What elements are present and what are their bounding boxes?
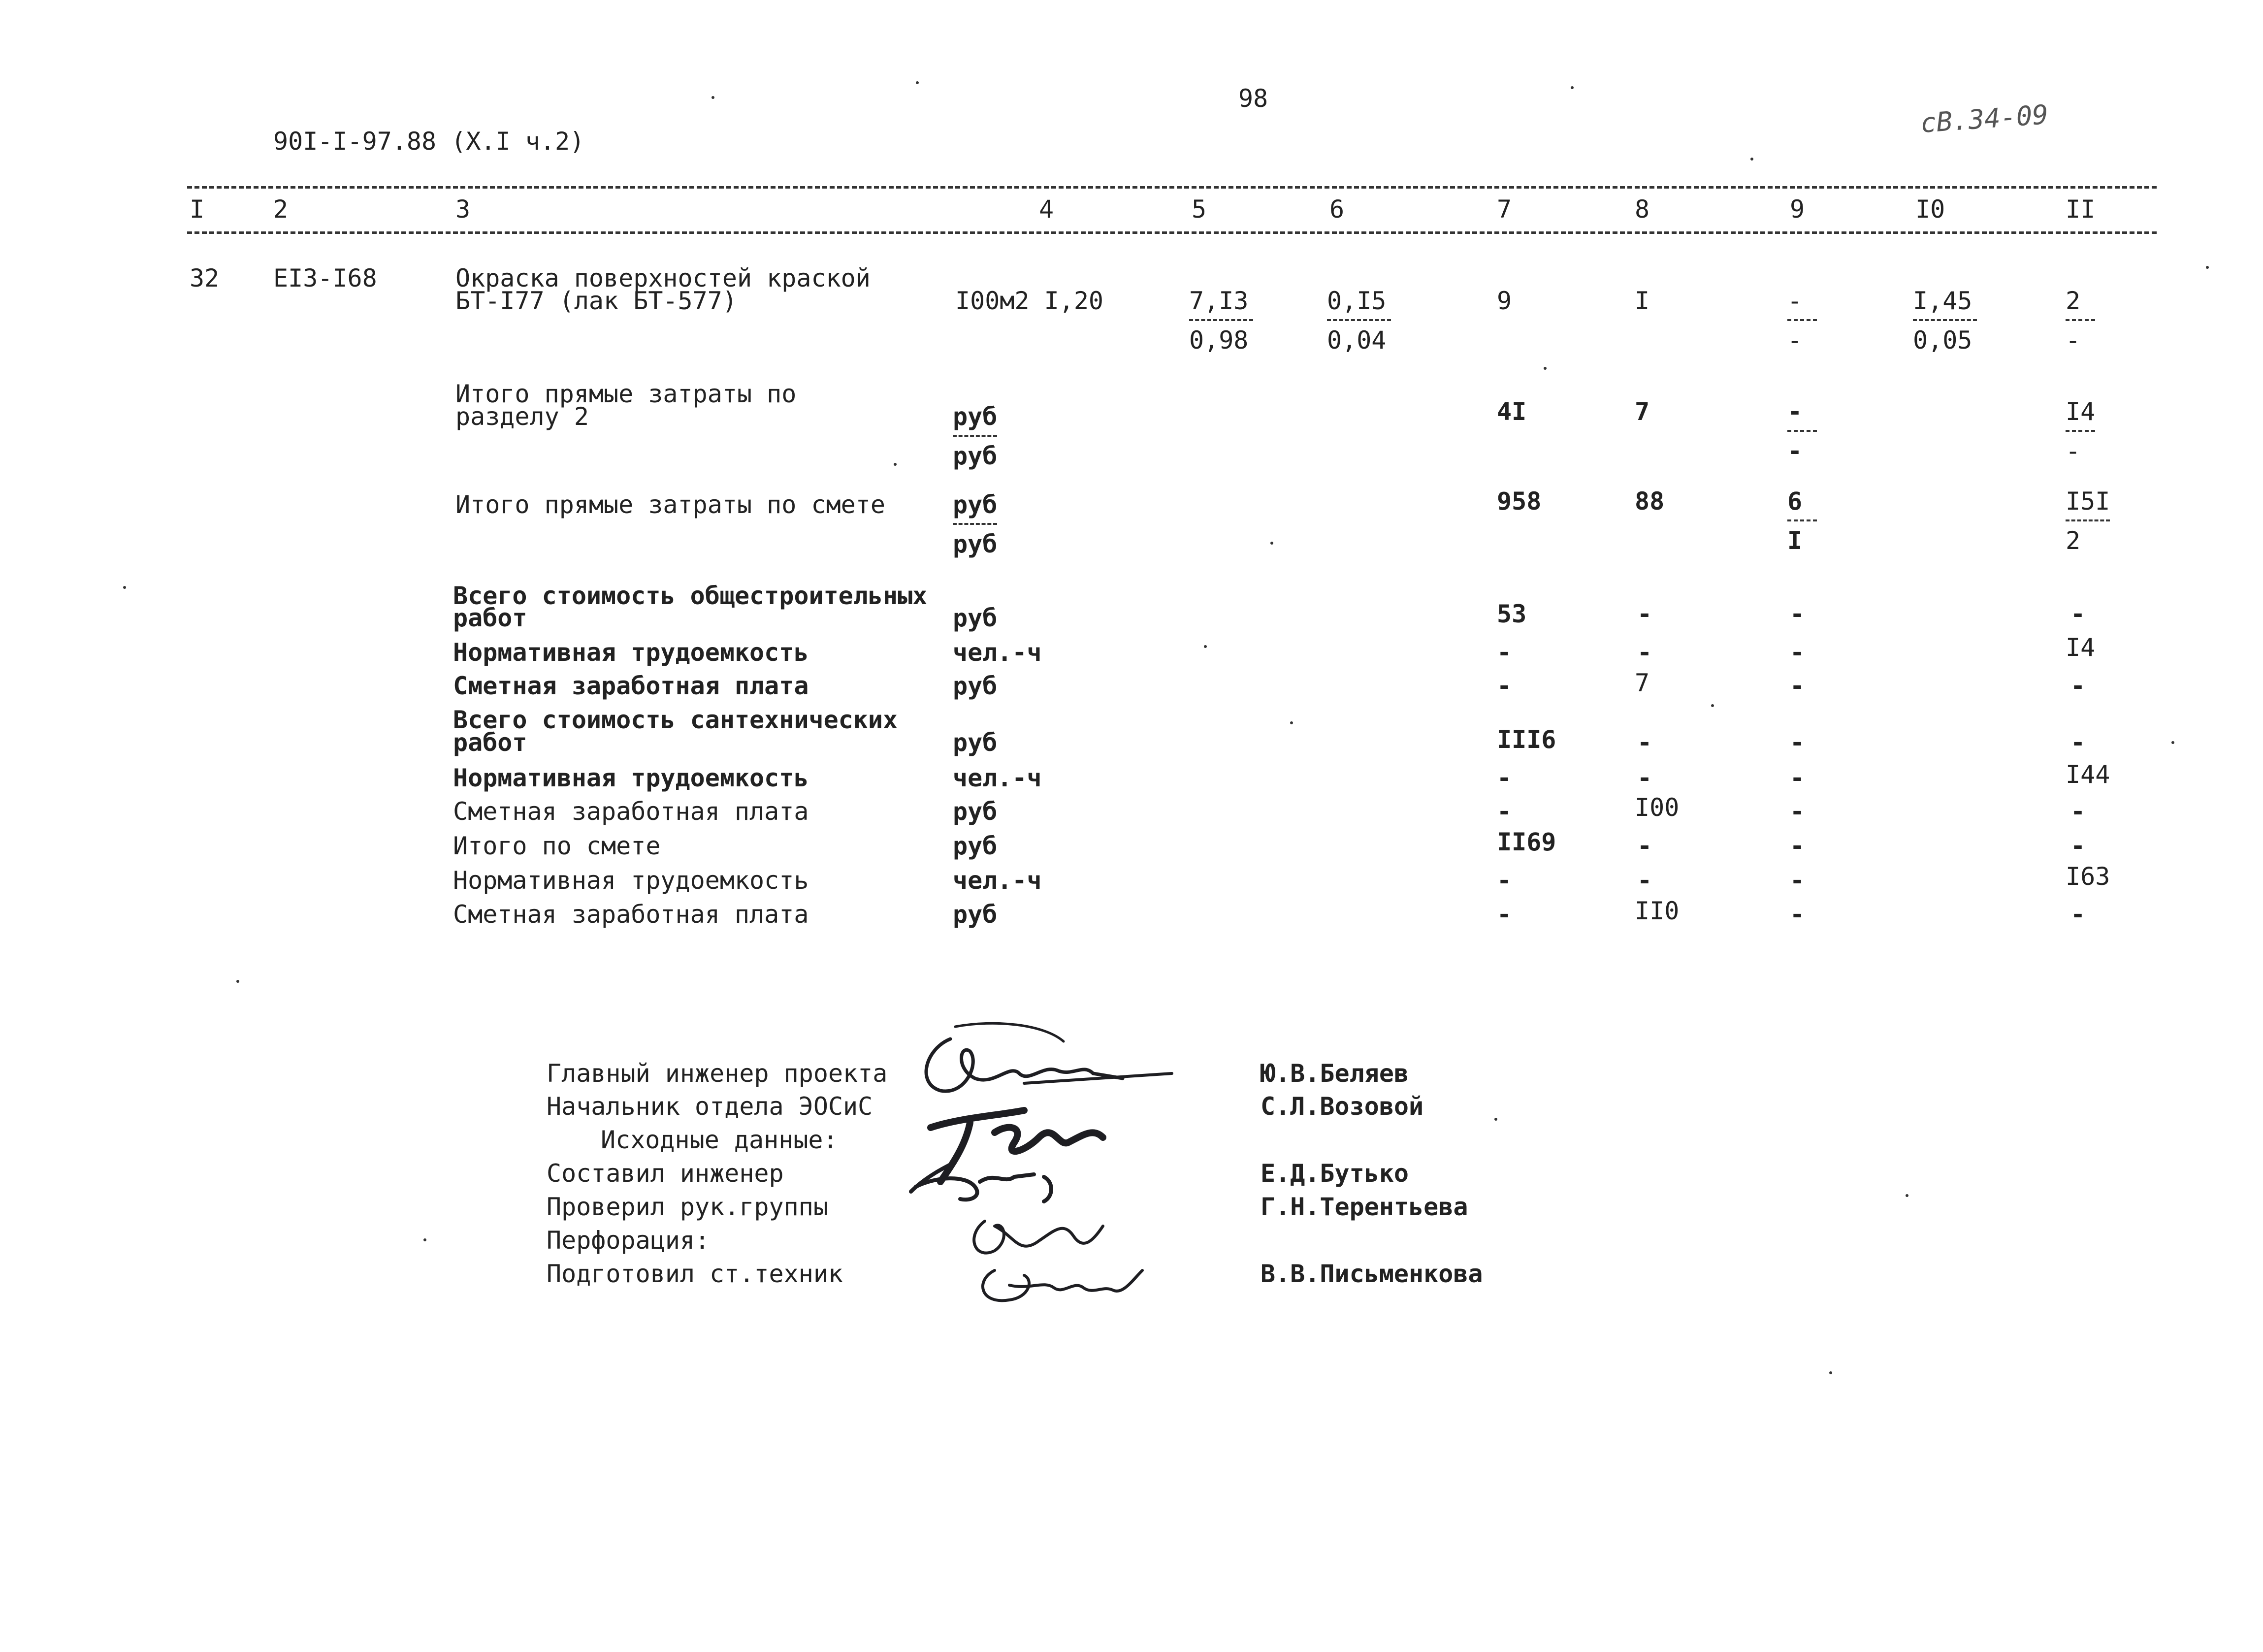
row-col5-fraction <box>1189 289 1253 353</box>
summary-col7: - <box>1497 672 1512 700</box>
summary-col9: - <box>1790 672 1805 700</box>
summary-label-line2: работ <box>453 604 527 632</box>
signature-chief-engineer <box>926 1023 1172 1091</box>
summary-unit: руб <box>953 672 998 700</box>
unit-top: руб <box>953 402 998 431</box>
scan-speck <box>1906 1194 1908 1197</box>
summary-col11: - <box>2070 728 2086 757</box>
signature-name: С.Л.Возовой <box>1261 1092 1424 1121</box>
summary-unit: руб <box>953 832 998 860</box>
scan-speck <box>894 463 897 466</box>
summary-col8: - <box>1637 832 1652 860</box>
summary-col9: - <box>1790 832 1805 860</box>
summary-col7: II69 <box>1497 828 1556 856</box>
column-header-7: 7 <box>1497 195 1512 224</box>
row-description-line2: БТ-I77 (лак БТ-577) <box>455 287 737 315</box>
subtotal-section-label-line2: разделу 2 <box>455 402 589 431</box>
column-header-1: I <box>190 195 205 224</box>
summary-col7: - <box>1497 866 1512 895</box>
row-number: 32 <box>190 264 220 292</box>
summary-unit: руб <box>953 728 998 757</box>
subtotal-section-col7: 4I <box>1497 397 1527 426</box>
summary-col9: - <box>1790 600 1805 628</box>
column-header-4: 4 <box>1039 195 1054 224</box>
summary-col11: - <box>2070 832 2086 860</box>
subtotal-estimate-col9 <box>1787 489 1817 553</box>
col9-top: - <box>1787 397 1803 426</box>
summary-col8: - <box>1637 600 1652 628</box>
scan-speck <box>423 1238 426 1241</box>
unit-top: руб <box>953 490 998 519</box>
signature-name: В.В.Письменкова <box>1261 1260 1483 1288</box>
subtotal-estimate-col7: 958 <box>1497 487 1542 516</box>
signature-group-lead <box>974 1221 1103 1253</box>
summary-label-line1: Всего стоимость сантехнических <box>453 706 898 734</box>
scan-speck <box>916 81 919 84</box>
summary-col9: - <box>1790 728 1805 757</box>
col11-top: I5I <box>2066 487 2110 516</box>
summary-unit: чел.-ч <box>953 866 1042 895</box>
unit-bottom: руб <box>953 530 998 558</box>
summary-col9: - <box>1790 764 1805 792</box>
summary-col7: 53 <box>1497 600 1527 628</box>
subtotal-section-col11 <box>2066 399 2095 463</box>
signature-section-label: Перфорация: <box>547 1226 710 1255</box>
summary-label-line1: Сметная заработная плата <box>453 672 809 700</box>
summary-col11: I44 <box>2066 760 2110 789</box>
summary-col11: - <box>2070 600 2086 628</box>
summary-col11: - <box>2070 672 2086 700</box>
summary-col7: - <box>1497 900 1512 929</box>
summary-col9: - <box>1790 638 1805 667</box>
column-header-11: II <box>2066 195 2096 224</box>
summary-col9: - <box>1790 866 1805 895</box>
col5-bottom: 0,98 <box>1189 326 1249 355</box>
summary-col7: - <box>1497 638 1512 667</box>
row-col11-fraction <box>2066 289 2095 353</box>
scan-speck <box>1571 86 1574 89</box>
row-col10-fraction <box>1913 289 1977 353</box>
signature-name: Г.Н.Терентьева <box>1261 1193 1468 1221</box>
scan-speck <box>1204 645 1207 648</box>
subtotal-estimate-col8: 88 <box>1635 487 1665 516</box>
row-col7: 9 <box>1497 287 1512 315</box>
scan-speck <box>236 980 239 983</box>
summary-unit: чел.-ч <box>953 638 1042 667</box>
col10-bottom: 0,05 <box>1913 326 1972 355</box>
column-header-9: 9 <box>1790 195 1805 224</box>
scan-speck <box>1829 1371 1832 1374</box>
col9-top: 6 <box>1787 487 1803 516</box>
scan-speck <box>1290 721 1293 724</box>
scan-speck <box>1750 158 1753 161</box>
signature-technician <box>983 1270 1142 1300</box>
handwritten-mark: сВ.З4-09 <box>1919 99 2049 139</box>
summary-unit: руб <box>953 900 998 929</box>
scan-speck <box>1544 367 1547 370</box>
scan-speck <box>1494 1118 1497 1121</box>
summary-col9: - <box>1790 797 1805 826</box>
summary-col11: I63 <box>2066 862 2110 891</box>
row-col9-fraction <box>1787 289 1817 353</box>
signature-compiler <box>911 1162 1051 1201</box>
col11-bottom: - <box>2066 437 2081 465</box>
page-number: 98 <box>1238 84 1268 113</box>
column-header-6: 6 <box>1329 195 1345 224</box>
summary-unit: руб <box>953 797 998 826</box>
signature-name: Ю.В.Беляев <box>1261 1059 1409 1088</box>
summary-col8: - <box>1637 728 1652 757</box>
signature-role: Проверил рук.группы <box>547 1193 828 1221</box>
col9-bottom: - <box>1787 326 1803 355</box>
summary-unit: чел.-ч <box>953 764 1042 792</box>
col10-top: I,45 <box>1913 287 1972 315</box>
col11-top: 2 <box>2066 287 2081 315</box>
summary-col8: - <box>1637 638 1652 667</box>
summary-col7: III6 <box>1497 725 1556 754</box>
col6-bottom: 0,04 <box>1327 326 1387 355</box>
scan-speck <box>1711 704 1714 707</box>
summary-col7: - <box>1497 797 1512 826</box>
handwritten-signatures <box>896 1004 1201 1320</box>
summary-label-line1: Нормативная трудоемкость <box>453 764 809 792</box>
subtotal-section-col9 <box>1787 399 1817 463</box>
unit-bottom: руб <box>953 442 998 470</box>
summary-unit: руб <box>953 604 998 632</box>
summary-col11: - <box>2070 797 2086 826</box>
summary-col8: - <box>1637 764 1652 792</box>
subtotal-section-label-line1: Итого прямые затраты по <box>455 380 797 408</box>
col11-bottom: - <box>2066 326 2081 355</box>
scan-speck <box>2206 266 2209 269</box>
summary-label-line1: Нормативная трудоемкость <box>453 866 809 895</box>
signature-role: Подготовил ст.техник <box>547 1260 843 1288</box>
subtotal-estimate-col11 <box>2066 489 2110 553</box>
document-code: 90I-I-97.88 (X.I ч.2) <box>273 127 585 156</box>
subtotal-estimate-label: Итого прямые затраты по смете <box>455 490 885 519</box>
summary-col9: - <box>1790 900 1805 929</box>
summary-label-line1: Всего стоимость общестроительных <box>453 582 928 610</box>
column-header-5: 5 <box>1192 195 1207 224</box>
row-col8: I <box>1635 287 1650 315</box>
scan-speck <box>1270 542 1273 545</box>
signature-section-label: Исходные данные: <box>601 1126 838 1154</box>
signature-role: Составил инженер <box>547 1159 784 1188</box>
summary-col8: II0 <box>1635 897 1680 925</box>
column-header-10: I0 <box>1915 195 1945 224</box>
col11-top: I4 <box>2066 397 2096 426</box>
row-unit: I00м2 I,20 <box>955 287 1104 315</box>
table-header-top-rule <box>187 186 2157 189</box>
signature-role: Главный инженер проекта <box>547 1059 888 1088</box>
summary-label-line1: Сметная заработная плата <box>453 797 809 826</box>
summary-label-line2: работ <box>453 728 527 757</box>
signature-name: Е.Д.Бутько <box>1261 1159 1409 1188</box>
subtotal-estimate-unit <box>953 492 997 556</box>
summary-col8: I00 <box>1635 793 1680 822</box>
signature-department-head <box>931 1110 1103 1182</box>
scan-speck <box>123 586 126 589</box>
summary-col7: - <box>1497 764 1512 792</box>
column-header-3: 3 <box>455 195 471 224</box>
scan-speck <box>711 96 714 99</box>
col9-top: - <box>1787 287 1803 315</box>
scan-speck <box>2171 741 2174 744</box>
signature-role: Начальник отдела ЭОСиС <box>547 1092 873 1121</box>
summary-col11: I4 <box>2066 633 2096 662</box>
summary-col11: - <box>2070 900 2086 929</box>
row-description-line1: Окраска поверхностей краской <box>455 264 871 292</box>
summary-label-line1: Сметная заработная плата <box>453 900 809 929</box>
col9-bottom: I <box>1787 526 1803 555</box>
summary-col8: - <box>1637 866 1652 895</box>
row-code: EI3-I68 <box>273 264 377 292</box>
col11-bottom: 2 <box>2066 526 2081 555</box>
col9-bottom: - <box>1787 437 1803 465</box>
summary-col8: 7 <box>1635 669 1650 697</box>
col6-top: 0,I5 <box>1327 287 1387 315</box>
column-header-8: 8 <box>1635 195 1650 224</box>
summary-label-line1: Нормативная трудоемкость <box>453 638 809 667</box>
table-header-bottom-rule <box>187 231 2157 234</box>
subtotal-section-unit <box>953 404 997 468</box>
subtotal-section-col8: 7 <box>1635 397 1650 426</box>
row-col6-fraction <box>1327 289 1391 353</box>
col5-top: 7,I3 <box>1189 287 1249 315</box>
column-header-2: 2 <box>273 195 289 224</box>
summary-label-line1: Итого по смете <box>453 832 661 860</box>
